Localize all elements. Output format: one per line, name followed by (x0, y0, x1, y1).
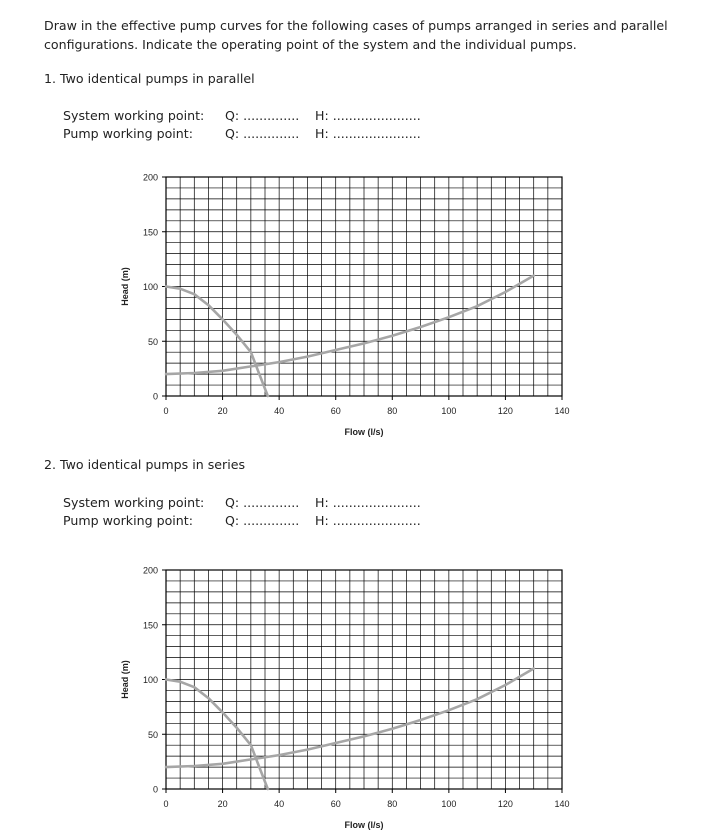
x-tick-label: 20 (217, 406, 228, 416)
system-working-point-label: System working point: (63, 108, 205, 123)
system-q-blank[interactable]: Q: .............. (225, 108, 300, 123)
y-tick-label: 200 (142, 172, 158, 183)
x-tick-label: 140 (554, 799, 570, 809)
pump-q-blank[interactable]: Q: .............. (225, 126, 300, 141)
x-tick-label: 40 (274, 799, 285, 809)
pump-q-blank[interactable]: Q: .............. (225, 513, 300, 528)
x-tick-label: 60 (330, 799, 341, 809)
x-tick-label: 120 (497, 799, 513, 809)
pump-working-point-label: Pump working point: (63, 513, 193, 528)
system-h-blank[interactable]: H: ...................... (315, 495, 421, 510)
x-tick-label: 120 (497, 406, 513, 416)
parallel-pump-chart (110, 170, 590, 440)
question-2-title: 2. Two identical pumps in series (44, 457, 246, 472)
y-axis-label: Head (m) (120, 267, 130, 306)
y-tick-label: 200 (142, 565, 158, 576)
y-tick-label: 150 (142, 227, 158, 238)
y-tick-label: 150 (142, 620, 158, 631)
x-tick-label: 0 (163, 406, 169, 416)
system-q-blank[interactable]: Q: .............. (225, 495, 300, 510)
pump-working-point-label: Pump working point: (63, 126, 193, 141)
x-tick-label: 100 (441, 799, 457, 809)
y-tick-label: 100 (142, 675, 158, 685)
x-axis-label: Flow (l/s) (344, 427, 384, 437)
y-tick-label: 50 (147, 336, 158, 347)
grid (166, 177, 562, 396)
y-tick-label: 0 (152, 391, 158, 402)
pump-h-blank[interactable]: H: ...................... (315, 513, 421, 528)
series-pump-chart (110, 562, 590, 832)
grid (166, 570, 562, 789)
x-tick-label: 140 (554, 406, 570, 416)
question-1-title: 1. Two identical pumps in parallel (44, 71, 255, 86)
y-tick-label: 50 (147, 729, 158, 740)
x-tick-label: 60 (330, 406, 341, 416)
y-tick-label: 100 (142, 282, 158, 292)
x-axis-label: Flow (l/s) (344, 820, 384, 830)
x-tick-label: 40 (274, 406, 285, 416)
x-tick-label: 80 (387, 406, 398, 416)
y-axis-label: Head (m) (120, 660, 130, 699)
system-h-blank[interactable]: H: ...................... (315, 108, 421, 123)
instructions: Draw in the effective pump curves for the following cases of pumps arranged in series and parallel configurations. Indicate the operating point of the system and the individual pumps. (44, 18, 668, 52)
x-tick-label: 0 (163, 799, 169, 809)
x-tick-label: 100 (441, 406, 457, 416)
system-working-point-label: System working point: (63, 495, 205, 510)
x-tick-label: 20 (217, 799, 228, 809)
y-tick-label: 0 (152, 784, 158, 795)
pump-h-blank[interactable]: H: ...................... (315, 126, 421, 141)
x-tick-label: 80 (387, 799, 398, 809)
